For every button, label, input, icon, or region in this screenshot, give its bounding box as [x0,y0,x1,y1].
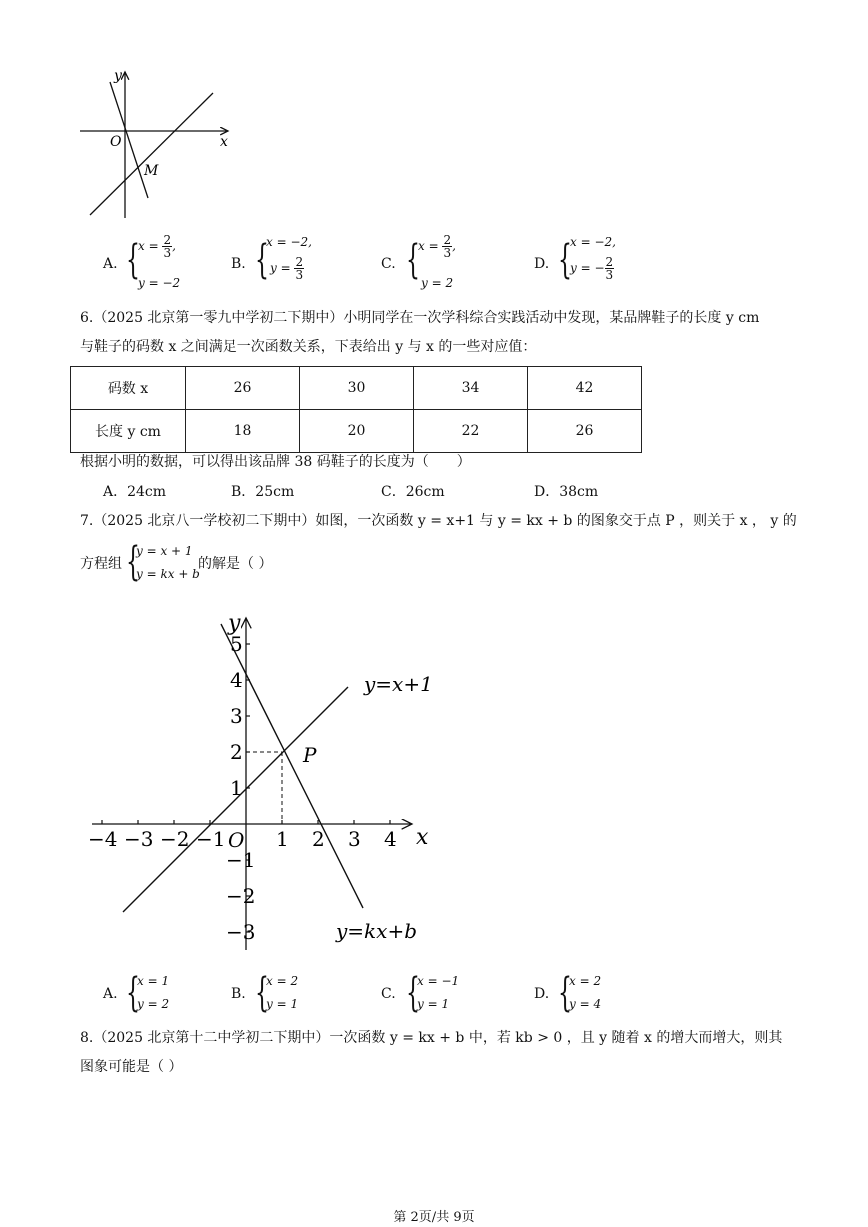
table-cell: 26 [528,410,642,453]
q5-line-shallow [90,93,213,215]
q5-option-b-brace: { [255,237,269,283]
x-tick-label: −4 [88,827,118,851]
q8-stem-line2: 图象可能是（ ） [80,1059,183,1075]
q5-option-a-brace: { [126,237,140,283]
q5-option-c-brace: { [406,237,420,283]
q6-question: 根据小明的数据，可以得出该品牌 38 码鞋子的长度为（ ） [80,454,471,470]
q7-option-a-brace: { [126,970,140,1016]
q7-option-d-label: D. [534,986,550,1002]
x-tick-label: 4 [384,827,397,851]
table-cell: 42 [528,367,642,410]
q7-line2-label: y=kx+b [336,919,418,943]
q7-option-b-line2: y = 1 [266,997,299,1011]
q5-option-a-label: A. [103,256,118,272]
q7-option-a-line1: x = 1 [137,974,170,988]
x-tick-label: −2 [160,827,190,851]
q7-option-c-line1: x = −1 [417,974,460,988]
q7-option-d-line2: y = 4 [569,997,602,1011]
q6-option-d[interactable]: D．38cm [534,484,599,500]
q7-option-a-label: A. [103,986,118,1002]
q7-option-c-label: C. [381,986,396,1002]
q7-x-label: x [416,825,429,850]
q5-point-label: M [144,163,159,179]
table-row [71,410,642,453]
q7-y-label: y [228,611,241,636]
q6-option-a[interactable]: A．24cm [103,484,167,500]
y-tick-label: 2 [230,740,243,764]
q7-line1-label: y=x+1 [364,672,433,696]
y-tick-label: 3 [230,704,243,728]
q7-point-label: P [303,743,317,767]
q7-option-d-brace: { [558,970,572,1016]
table-cell: 34 [414,367,528,410]
q7-option-a-line2: y = 2 [137,997,170,1011]
q5-option-c-line1: x = $\frac{2}{3}$ , [418,233,456,260]
q7-option-d-line1: x = 2 [569,974,602,988]
q5-option-d-line2: y = − $\frac{2}{3}$ [570,255,614,282]
y-tick-label: 4 [230,668,243,692]
q7-option-c-line2: y = 1 [417,997,450,1011]
q6-option-b[interactable]: B．25cm [231,484,295,500]
q7-stem-prefix: 方程组 [80,556,122,572]
table-cell: 长度 y cm [71,410,186,453]
table-cell: 18 [186,410,300,453]
q5-graph [70,62,240,222]
q5-option-a-line1: x = $\frac{2}{3}$ , [138,233,176,260]
q7-option-c-brace: { [406,970,420,1016]
q7-stem-suffix: 的解是（ ） [198,556,273,572]
q5-origin-label: O [110,134,122,150]
q5-x-label: x [220,134,228,150]
x-tick-label: 2 [312,827,325,851]
table-cell: 22 [414,410,528,453]
q7-system-line1: y = x + 1 [136,544,193,558]
y-tick-label: 1 [230,776,243,800]
table-cell: 码数 x [71,367,186,410]
table-cell: 26 [186,367,300,410]
x-tick-label: −1 [196,827,226,851]
q6-option-c[interactable]: C．26cm [381,484,445,500]
x-tick-label: 1 [276,827,289,851]
q5-option-d-brace: { [558,237,572,283]
x-tick-label: −3 [124,827,154,851]
q6-table [70,366,642,453]
y-tick-label: −1 [226,848,256,872]
q7-graph [80,600,440,960]
q5-option-a-line2: y = −2 [138,276,181,290]
q7-tick-labels [88,632,397,944]
q5-option-c-label: C. [381,256,396,272]
page-footer: 第 2页/共 9页 [393,1210,475,1225]
q7-stem-line1: 7.（2025 北京八一学校初二下期中）如图，一次函数 y = x+1 与 y = kx + b 的图象交于点 P ，则关于 x ， y 的 [80,513,797,529]
q7-system-line2: y = kx + b [136,567,200,581]
y-tick-label: −2 [226,884,256,908]
q7-option-b-label: B. [231,986,246,1002]
q8-stem-line1: 8.（2025 北京第十二中学初二下期中）一次函数 y = kx + b 中，若 kb > 0 ，且 y 随着 x 的增大而增大，则其 [80,1030,783,1046]
table-cell: 30 [300,367,414,410]
q5-option-d-label: D. [534,256,550,272]
table-row [71,367,642,410]
q7-system-brace: { [126,539,140,585]
q6-stem-line1: 6.（2025 北京第一零九中学初二下期中）小明同学在一次学科综合实践活动中发现，某品牌鞋子的长度 y cm [80,310,760,326]
q5-option-d-line1: x = −2, [570,235,616,249]
table-cell: 20 [300,410,414,453]
q7-option-b-brace: { [255,970,269,1016]
q5-option-b-line2: y = $\frac{2}{3}$ [270,255,304,282]
q5-option-b-line1: x = −2, [266,235,312,249]
q5-option-c-line2: y = 2 [421,276,454,290]
x-tick-label: 3 [348,827,361,851]
q7-option-b-line1: x = 2 [266,974,299,988]
y-tick-label: −3 [226,920,256,944]
q5-option-b-label: B. [231,256,246,272]
q6-stem-line2: 与鞋子的码数 x 之间满足一次函数关系，下表给出 y 与 x 的一些对应值： [80,339,537,355]
y-tick-label: 5 [230,632,243,656]
q5-y-label: y [114,68,122,84]
q7-origin-label: O [228,828,245,852]
